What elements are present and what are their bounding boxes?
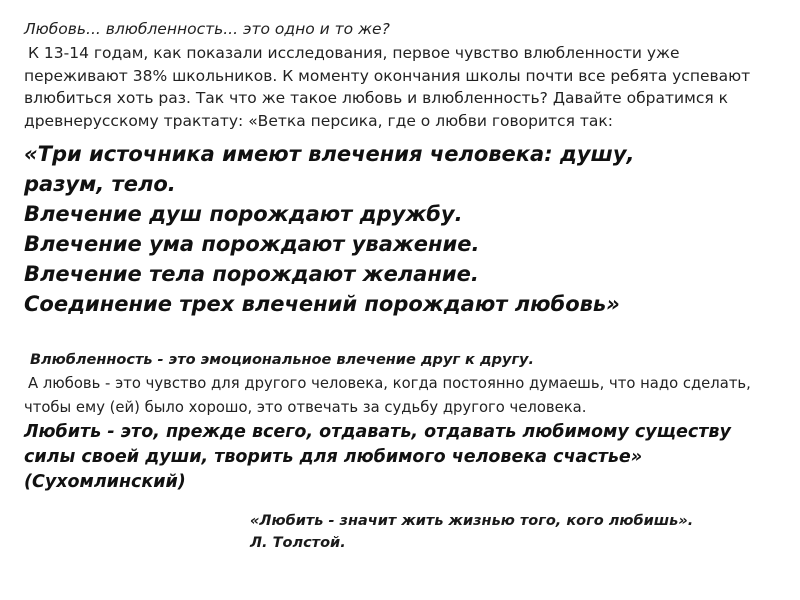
treatise-quote-line: Влечение ума порождают уважение. <box>24 232 480 256</box>
definitions-box <box>24 350 776 495</box>
main-text-box <box>24 18 776 319</box>
infatuation-definition: Влюбленность - это эмоциональное влечение друг к другу. <box>30 352 534 368</box>
treatise-quote-line: Соединение трех влечений порождают любовь» <box>24 292 620 316</box>
treatise-quote <box>24 139 776 319</box>
intro-paragraph <box>24 42 776 132</box>
treatise-quote-line: Влечение душ порождают дружбу. <box>24 202 463 226</box>
treatise-quote-line: «Три источника имеют влечения человека: душу, <box>24 142 635 166</box>
intro-paragraph-text: К 13-14 годам, как показали исследования, первое чувство влюбленности уже переживают 38% школьников. К моменту окончания школы почти все ребята успевают влюбиться хоть раз. Так что же такое любовь и влюбленность? Давайте обратимся к древнерусскому трактату: «Ветка персика, где о любви говорится так: <box>24 44 751 130</box>
sukhomlinsky-quote: Любить - это, прежде всего, отдавать, отдавать любимому существу силы своей души, творить для любимого человека счастье» (Сухомлинский) <box>24 422 731 492</box>
treatise-quote-line: Влечение тела порождают желание. <box>24 262 479 286</box>
treatise-quote-line: разум, тело. <box>24 172 176 196</box>
tolstoy-quote: «Любить - значит жить жизнью того, кого любишь». Л. Толстой. <box>250 513 694 551</box>
intro-heading: Любовь... влюбленность... это одно и то же? <box>24 20 390 38</box>
love-definition-text: А любовь - это чувство для другого человека, когда постоянно думаешь, что надо сделать, чтобы ему (ей) было хорошо, это отвечать за судьбу другого человека. <box>24 375 751 416</box>
love-definition <box>24 372 776 420</box>
